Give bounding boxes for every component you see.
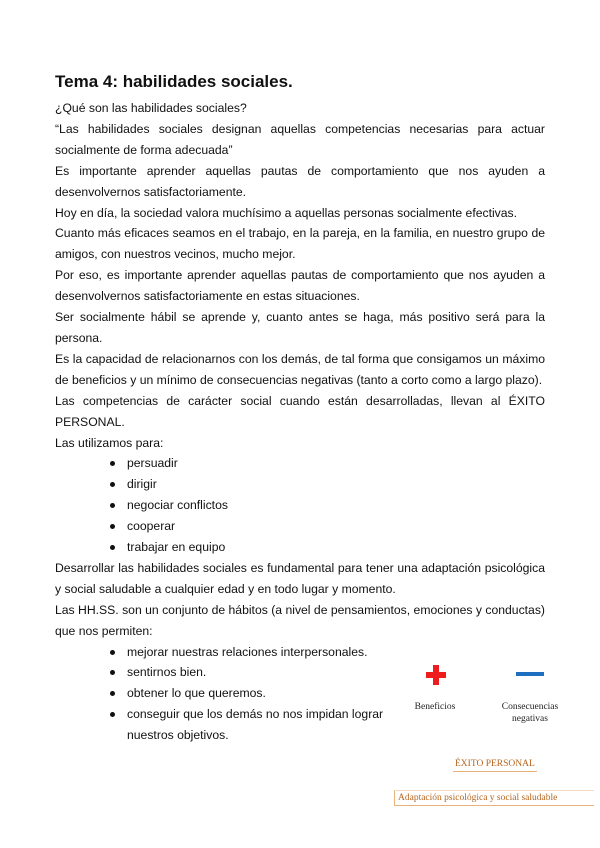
list-item: cooperar — [55, 516, 545, 537]
list-item: obtener lo que queremos. — [55, 683, 403, 704]
list-item: persuadir — [55, 453, 545, 474]
paragraph: Es importante aprender aquellas pautas de comportamiento que nos ayuden a desenvolvernos satisfactoriamente. — [55, 163, 545, 199]
document-body — [55, 98, 545, 746]
uses-list — [55, 453, 545, 558]
plus-icon — [426, 665, 446, 685]
paragraph: Hoy en día, la sociedad valora muchísimo a aquellas personas socialmente efectivas. — [55, 205, 518, 220]
paragraph: Es la capacidad de relacionarnos con los demás, de tal forma que consigamos un máximo de beneficios y un mínimo de consecuencias negativas (tanto a corto como a largo plazo). — [55, 351, 545, 387]
paragraph: Ser socialmente hábil se aprende y, cuanto antes se haga, más positivo será para la persona. — [55, 310, 545, 345]
list-item: dirigir — [55, 474, 545, 495]
paragraph: Las competencias de carácter social cuando están desarrolladas, llevan al ÉXITO PERSONAL. — [55, 393, 545, 429]
beneficios-label: Beneficios — [414, 702, 456, 712]
paragraph: “Las habilidades sociales designan aquellas competencias necesarias para actuar socialmente de forma adecuada” — [55, 121, 545, 157]
list-item: mejorar nuestras relaciones interpersonales. — [55, 642, 403, 663]
minus-icon — [516, 672, 544, 676]
list-item: trabajar en equipo — [55, 537, 545, 558]
paragraph: Las utilizamos para: — [55, 435, 164, 450]
paragraph: Cuanto más eficaces seamos en el trabajo, en la pareja, en la familia, en nuestro grupo de amigos, con nuestros vecinos, mucho mejor. — [55, 226, 545, 262]
question-heading: ¿Qué son las habilidades sociales? — [55, 101, 247, 115]
adaptacion-label: Adaptación psicológica y social saludable — [394, 790, 594, 806]
consecuencias-label: Consecuencias negativas — [501, 702, 559, 724]
list-item: sentirnos bien. — [55, 662, 403, 683]
list-item: conseguir que los demás no nos impidan lograr nuestros objetivos. — [55, 704, 403, 746]
exito-personal-label: ÉXITO PERSONAL — [453, 758, 537, 772]
list-item: negociar conflictos — [55, 495, 545, 516]
paragraph: Desarrollar las habilidades sociales es fundamental para tener una adaptación psicológica y social saludable a cualquier edad y en todo lugar y momento. — [55, 560, 545, 596]
allow-list — [55, 642, 545, 747]
paragraph: Las HH.SS. son un conjunto de hábitos (a nivel de pensamientos, emociones y conductas) que nos permiten: — [55, 602, 545, 638]
page-title: Tema 4: habilidades sociales. — [55, 72, 293, 91]
paragraph: Por eso, es importante aprender aquellas pautas de comportamiento que nos ayuden a desenvolvernos satisfactoriamente en estas situaciones. — [55, 268, 545, 304]
